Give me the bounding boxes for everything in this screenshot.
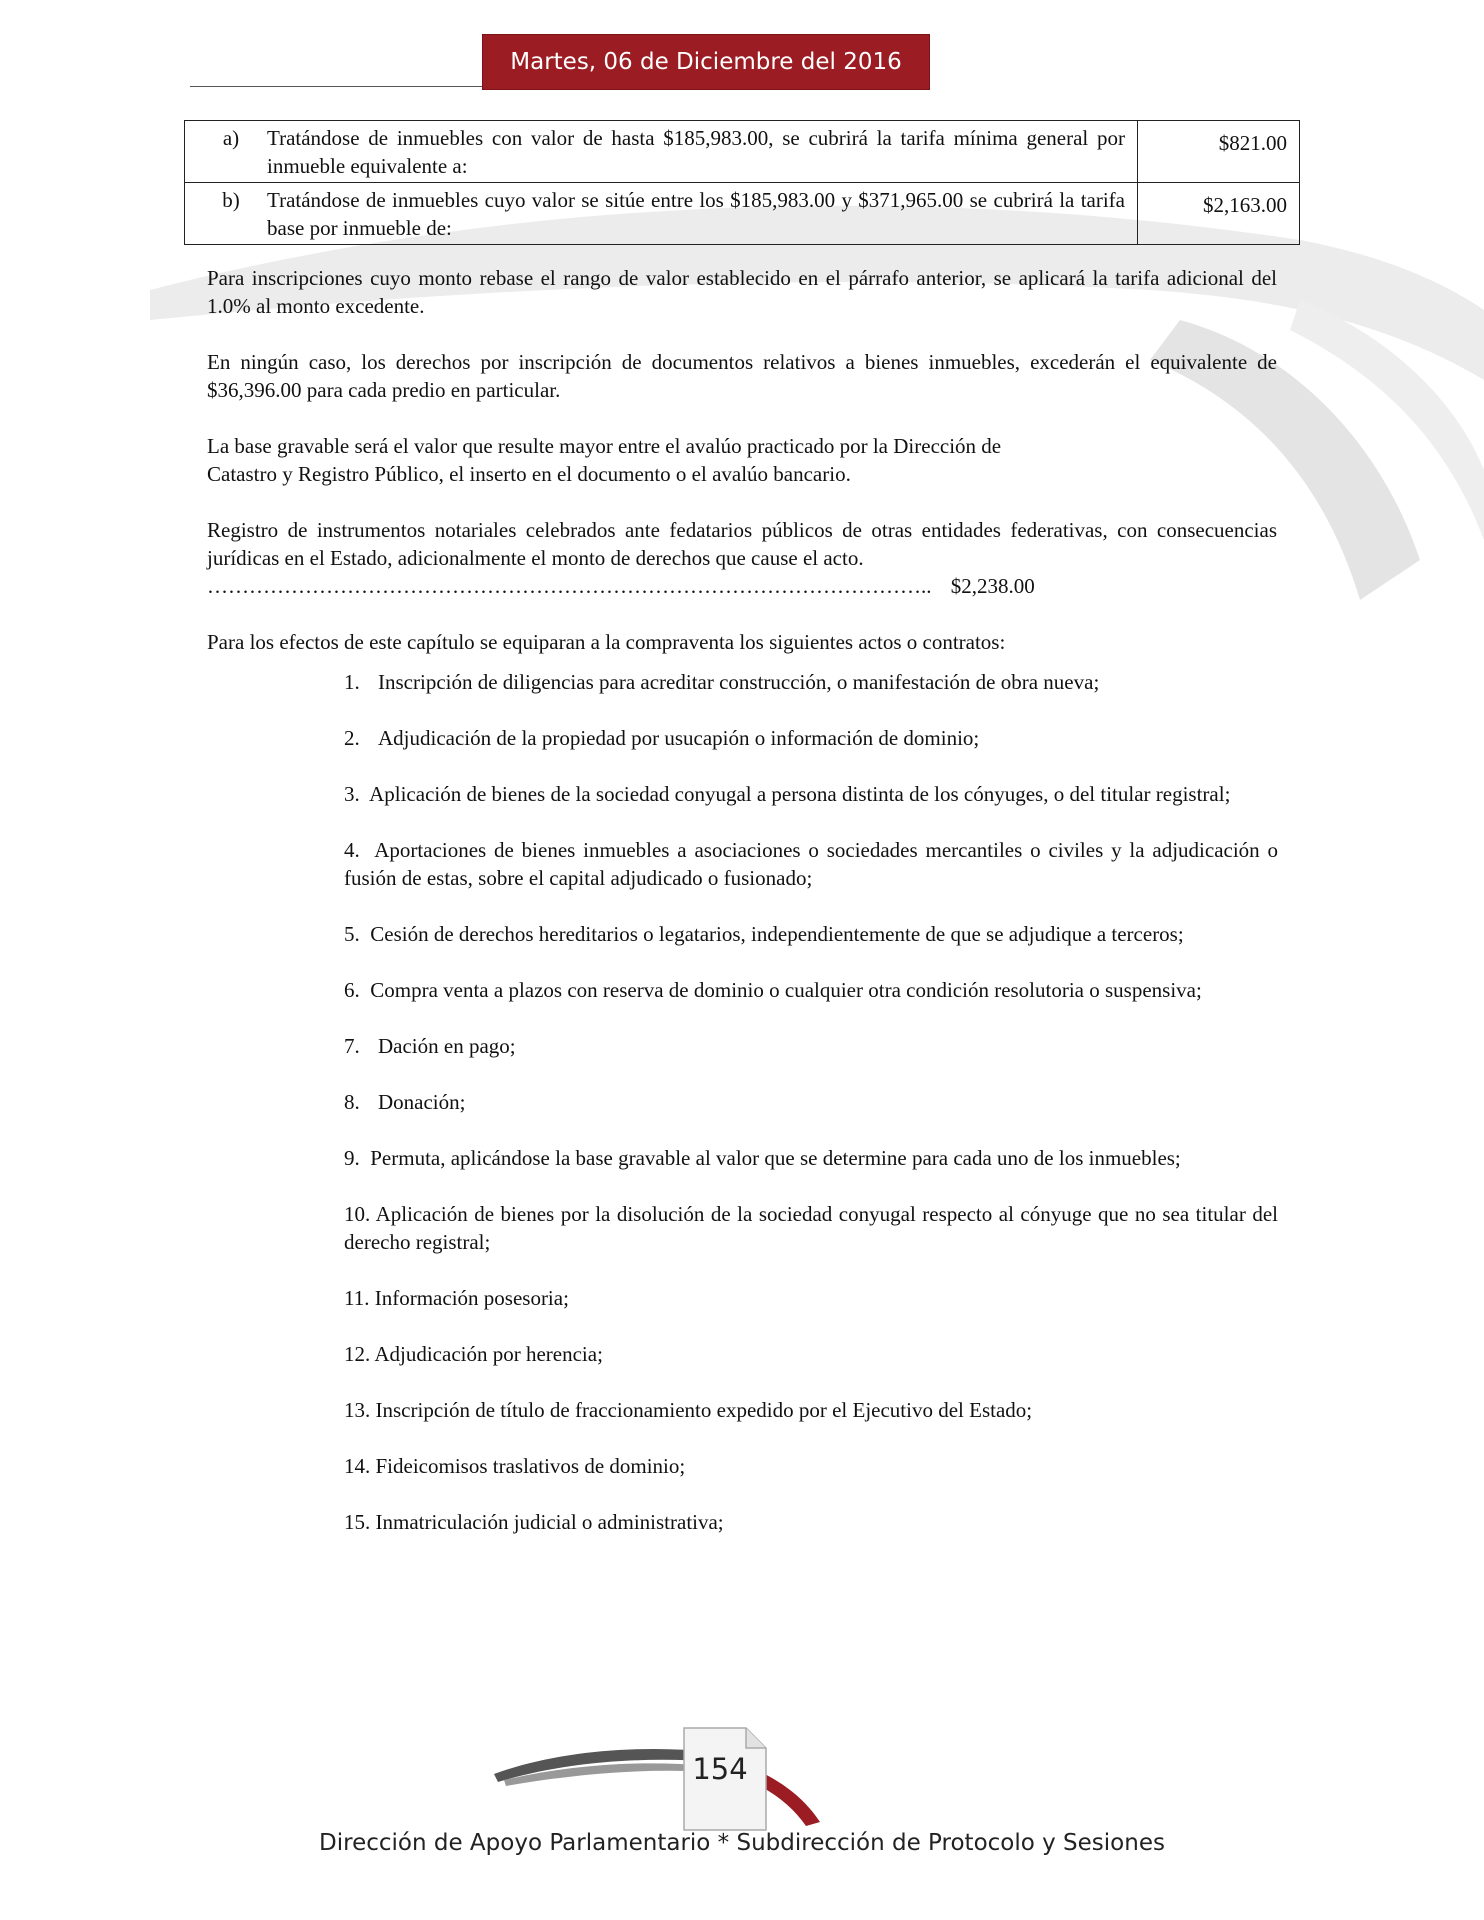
row-letter: b)	[222, 188, 240, 212]
notarial-amount: $2,238.00	[950, 574, 1035, 598]
table-row	[185, 183, 1300, 245]
row-description: Tratándose de inmuebles con valor de hasta $185,983.00, se cubrirá la tarifa mínima general por inmueble equivalente a:	[267, 126, 1125, 178]
dot-leader: …………………………………………………………………………………………..	[207, 574, 932, 598]
paragraph-equivalent-acts: Para los efectos de este capítulo se equiparan a la compraventa los siguientes actos o contratos:	[207, 630, 1006, 654]
list-item: 10. Aplicación de bienes por la disolución de la sociedad conyugal respecto al cónyuge que no sea titular del derecho registral;	[344, 1202, 1278, 1254]
list-item: 11. Información posesoria;	[344, 1286, 569, 1310]
list-item: 1. Inscripción de diligencias para acreditar construcción, o manifestación de obra nueva;	[344, 670, 1100, 694]
footer-text: Dirección de Apoyo Parlamentario * Subdirección de Protocolo y Sesiones	[319, 1830, 1165, 1856]
list-item: 7. Dación en pago;	[344, 1034, 516, 1058]
list-item: 12. Adjudicación por herencia;	[344, 1342, 603, 1366]
page-number: 154	[692, 1752, 748, 1786]
row-description: Tratándose de inmuebles cuyo valor se sitúe entre los $185,983.00 y $371,965.00 se cubrirá la tarifa base por inmueble de:	[267, 188, 1125, 240]
row-letter: a)	[222, 126, 240, 150]
list-item: 4. Aportaciones de bienes inmuebles a asociaciones o sociedades mercantiles o civiles y la adjudicación o fusión de estas, sobre el capital adjudicado o fusionado;	[344, 838, 1278, 890]
date-banner: Martes, 06 de Diciembre del 2016	[482, 34, 930, 90]
list-item: 13. Inscripción de título de fraccionamiento expedido por el Ejecutivo del Estado;	[344, 1398, 1033, 1422]
paragraph-taxable-base: La base gravable será el valor que resulte mayor entre el avalúo practicado por la Dirección de Catastro y Registro Público, el inserto en el documento o el avalúo bancario.	[207, 434, 1002, 486]
fee-table	[184, 120, 1300, 245]
table-row	[185, 121, 1300, 183]
footer-logo-icon	[494, 1722, 834, 1832]
row-amount: $2,163.00	[1138, 183, 1300, 245]
row-amount: $821.00	[1138, 121, 1300, 183]
paragraph-additional-rate: Para inscripciones cuyo monto rebase el rango de valor establecido en el párrafo anterior, se aplicará la tarifa adicional del 1.0% al monto excedente.	[207, 266, 1277, 318]
list-item: 15. Inmatriculación judicial o administrativa;	[344, 1510, 724, 1534]
list-item: 2. Adjudicación de la propiedad por usucapión o información de dominio;	[344, 726, 980, 750]
list-item: 3. Aplicación de bienes de la sociedad conyugal a persona distinta de los cónyuges, o del titular registral;	[344, 782, 1231, 806]
list-item: 9. Permuta, aplicándose la base gravable al valor que se determine para cada uno de los inmuebles;	[344, 1146, 1181, 1170]
list-item: 8. Donación;	[344, 1090, 466, 1114]
list-item: 14. Fideicomisos traslativos de dominio;	[344, 1454, 686, 1478]
list-item: 5. Cesión de derechos hereditarios o legatarios, independientemente de que se adjudique a terceros;	[344, 922, 1184, 946]
acts-list	[344, 668, 1278, 1564]
paragraph-max-fee: En ningún caso, los derechos por inscripción de documentos relativos a bienes inmuebles, excederán el equivalente de $36,396.00 para cada predio en particular.	[207, 350, 1277, 402]
paragraph-notarial-registry: Registro de instrumentos notariales celebrados ante fedatarios públicos de otras entidades federativas, con consecuencias jurídicas en el Estado, adicionalmente el monto de derechos que cause el acto. ………………………………………………………………………………………….. $2,238.00	[207, 518, 1277, 598]
list-item: 6. Compra venta a plazos con reserva de dominio o cualquier otra condición resolutoria o suspensiva;	[344, 978, 1202, 1002]
